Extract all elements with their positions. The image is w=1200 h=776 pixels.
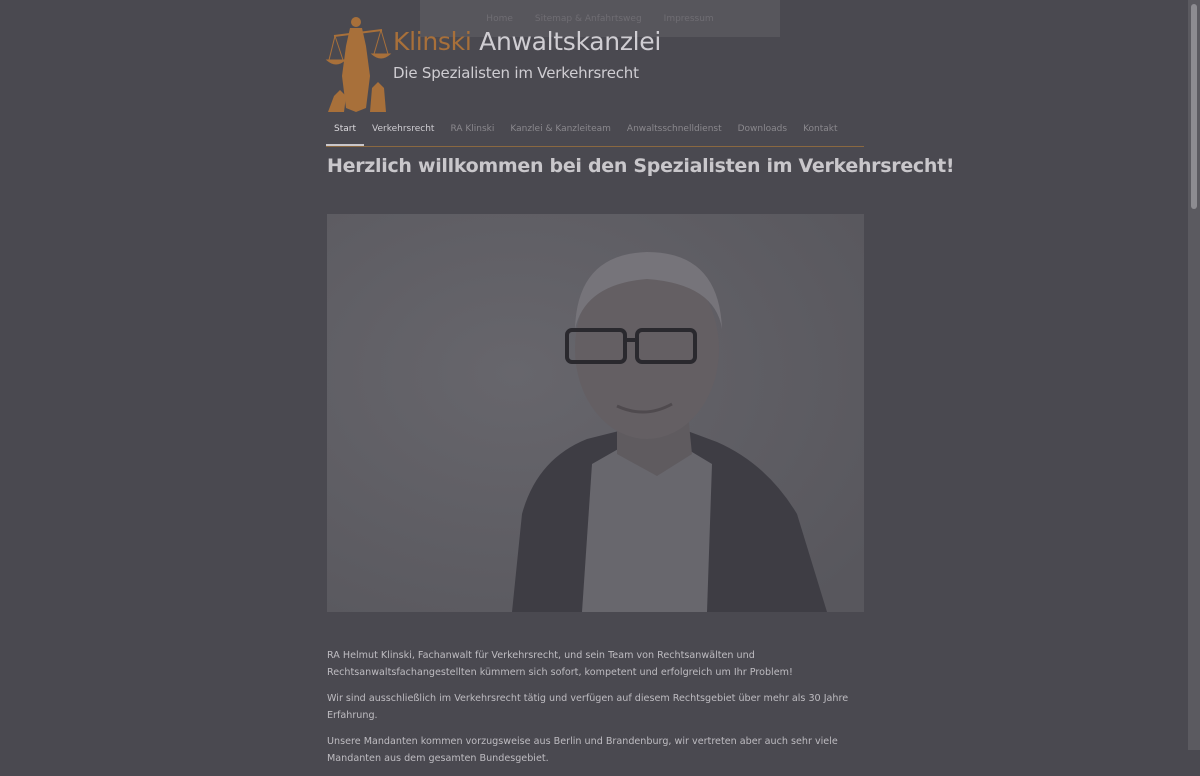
topbar-link-home[interactable]: Home (486, 13, 513, 24)
brand-name-part2: Anwaltskanzlei (479, 27, 662, 56)
nav-item-kanzlei[interactable]: Kanzlei & Kanzleiteam (510, 124, 611, 134)
nav-item-start[interactable]: Start (326, 113, 364, 146)
site-logo[interactable] (326, 14, 662, 114)
intro-paragraph-1: RA Helmut Klinski, Fachanwalt für Verkehrsrecht, und sein Team von Rechtsanwälten und Rechtsanwaltsfachangestellten kümmern sich sofort, kompetent und erfolgreich um Ihr Problem! (327, 650, 793, 678)
portrait-photo (327, 214, 864, 612)
nav-item-downloads[interactable]: Downloads (737, 124, 788, 134)
brand-name (393, 27, 661, 56)
main-navigation (326, 113, 864, 147)
intro-paragraph-3: Unsere Mandanten kommen vorzugsweise aus Berlin und Brandenburg, wir vertreten aber auch sehr viele Mandanten aus dem gesamten Bundesgebiet. (327, 736, 838, 764)
page-title: Herzlich willkommen bei den Spezialisten im Verkehrsrecht! (327, 155, 955, 177)
scrollbar-thumb[interactable] (1191, 4, 1197, 209)
nav-item-ra-klinski[interactable]: RA Klinski (450, 124, 495, 134)
intro-text (327, 647, 867, 776)
intro-paragraph-2: Wir sind ausschließlich im Verkehrsrecht tätig und verfügen auf diesem Rechtsgebiet über mehr als 30 Jahre Erfahrung. (327, 693, 849, 721)
topbar-link-sitemap[interactable]: Sitemap & Anfahrtsweg (534, 13, 642, 24)
nav-item-verkehrsrecht[interactable]: Verkehrsrecht (372, 124, 435, 134)
hero-photo (327, 214, 864, 612)
justitia-scales-icon (326, 16, 390, 112)
brand-name-part1: Klinski (393, 27, 472, 56)
page-scrollbar[interactable] (1188, 0, 1200, 750)
nav-item-kontakt[interactable]: Kontakt (803, 124, 838, 134)
topbar-link-impressum[interactable]: Impressum (663, 13, 714, 24)
nav-item-anwaltsschnelldienst[interactable]: Anwaltsschnelldienst (626, 124, 722, 134)
brand-tagline: Die Spezialisten im Verkehrsrecht (393, 64, 639, 82)
